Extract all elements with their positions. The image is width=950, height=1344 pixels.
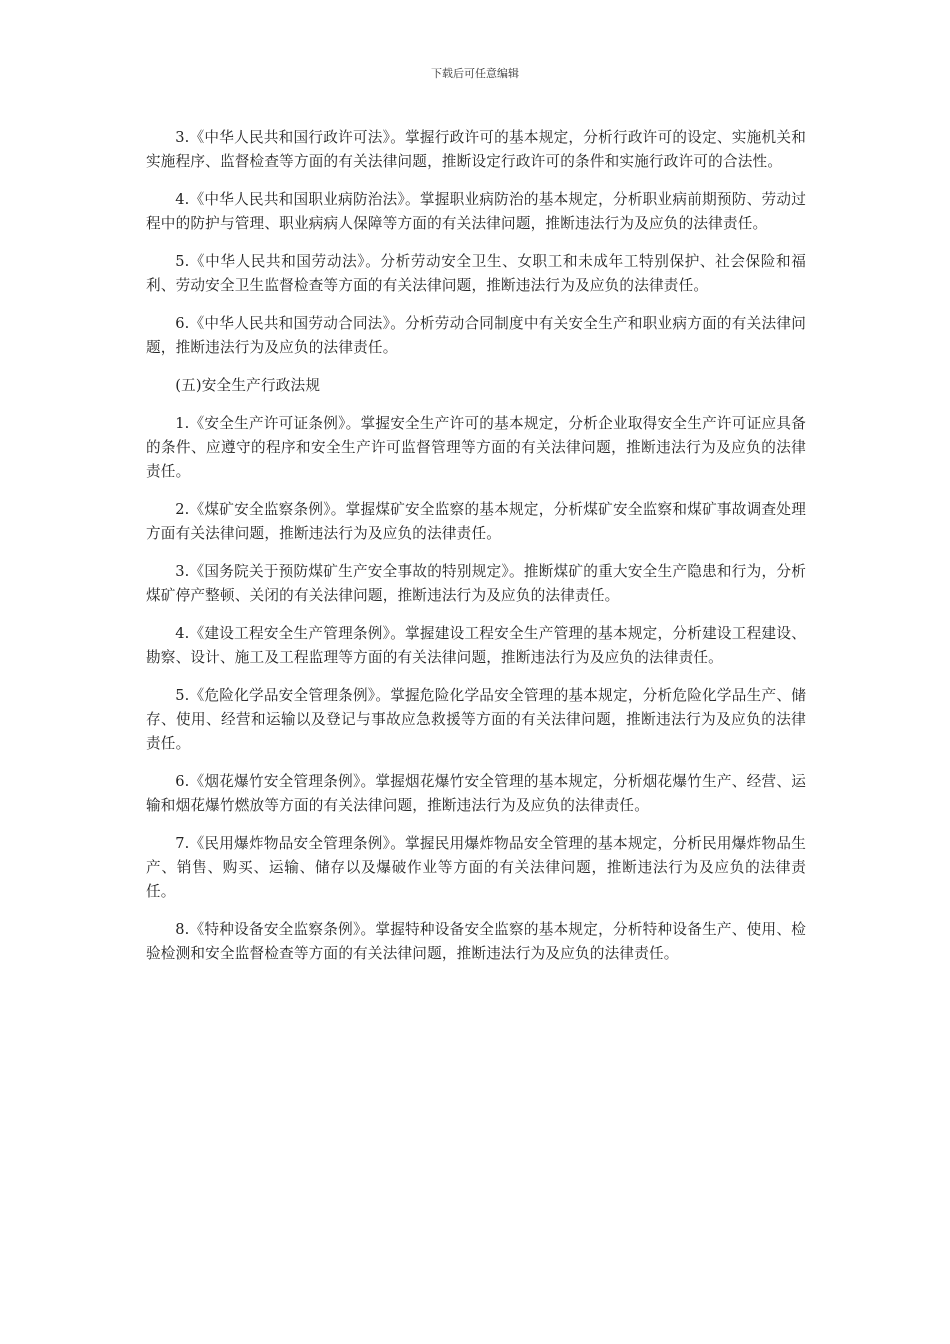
document-body (146, 126, 806, 980)
section-heading-admin-regulations: (五)安全生产行政法规 (175, 377, 321, 394)
paragraph-admin-licensing-law: 3.《中华人民共和国行政许可法》。掌握行政许可的基本规定，分析行政许可的设定、实施机关和实施程序、监督检查等方面的有关法律问题，推断设定行政许可的条件和实施行政许可的合法性。 (146, 129, 806, 170)
paragraph-civil-explosives: 7.《民用爆炸物品安全管理条例》。掌握民用爆炸物品安全管理的基本规定，分析民用爆炸物品生产、销售、购买、运输、储存以及爆破作业等方面的有关法律问题，推断违法行为及应负的法律责任。 (146, 835, 806, 900)
paragraph-construction-safety: 4.《建设工程安全生产管理条例》。掌握建设工程安全生产管理的基本规定，分析建设工程建设、勘察、设计、施工及工程监理等方面的有关法律问题，推断违法行为及应负的法律责任。 (146, 625, 806, 666)
paragraph-labor-law: 5.《中华人民共和国劳动法》。分析劳动安全卫生、女职工和未成年工特别保护、社会保险和福利、劳动安全卫生监督检查等方面的有关法律问题，推断违法行为及应负的法律责任。 (146, 253, 806, 294)
paragraph-occupational-disease-law: 4.《中华人民共和国职业病防治法》。掌握职业病防治的基本规定，分析职业病前期预防、劳动过程中的防护与管理、职业病病人保障等方面的有关法律问题，推断违法行为及应负的法律责任。 (146, 191, 806, 232)
paragraph-special-equipment: 8.《特种设备安全监察条例》。掌握特种设备安全监察的基本规定，分析特种设备生产、使用、检验检测和安全监督检查等方面的有关法律问题，推断违法行为及应负的法律责任。 (146, 921, 806, 962)
paragraph-coal-mine-special-provisions: 3.《国务院关于预防煤矿生产安全事故的特别规定》。推断煤矿的重大安全生产隐患和行为，分析煤矿停产整顿、关闭的有关法律问题，推断违法行为及应负的法律责任。 (146, 563, 806, 604)
paragraph-fireworks: 6.《烟花爆竹安全管理条例》。掌握烟花爆竹安全管理的基本规定，分析烟花爆竹生产、经营、运输和烟花爆竹燃放等方面的有关法律问题，推断违法行为及应负的法律责任。 (146, 773, 806, 814)
paragraph-labor-contract-law: 6.《中华人民共和国劳动合同法》。分析劳动合同制度中有关安全生产和职业病方面的有关法律问题，推断违法行为及应负的法律责任。 (146, 315, 806, 356)
page-header-note: 下载后可任意编辑 (431, 67, 519, 80)
paragraph-hazardous-chemicals: 5.《危险化学品安全管理条例》。掌握危险化学品安全管理的基本规定，分析危险化学品生产、储存、使用、经营和运输以及登记与事故应急救援等方面的有关法律问题，推断违法行为及应负的法律责任。 (146, 687, 806, 752)
paragraph-safety-license-regulation: 1.《安全生产许可证条例》。掌握安全生产许可的基本规定，分析企业取得安全生产许可证应具备的条件、应遵守的程序和安全生产许可监督管理等方面的有关法律问题，推断违法行为及应负的法律责任。 (146, 415, 806, 480)
paragraph-coal-mine-supervision: 2.《煤矿安全监察条例》。掌握煤矿安全监察的基本规定，分析煤矿安全监察和煤矿事故调查处理方面有关法律问题，推断违法行为及应负的法律责任。 (146, 501, 806, 542)
